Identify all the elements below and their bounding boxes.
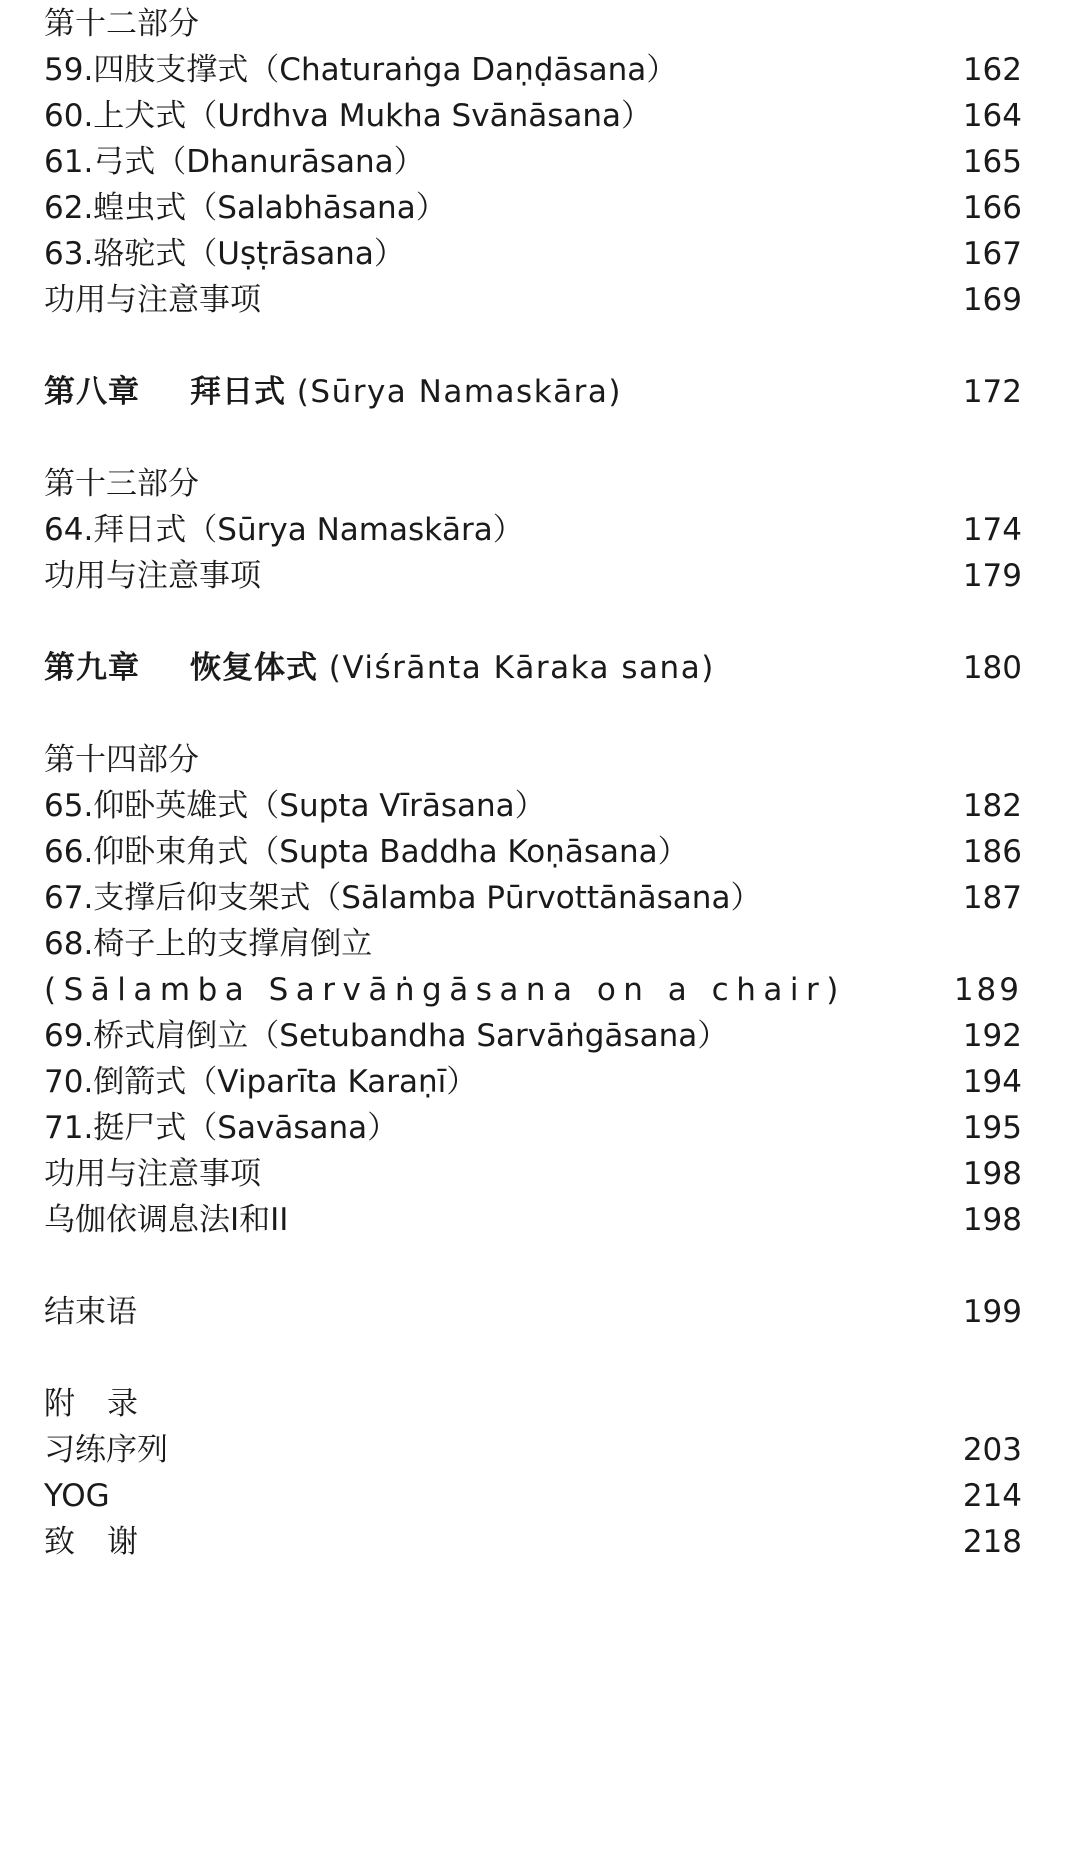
toc-entry-label: 功用与注意事项 xyxy=(44,282,261,318)
toc-entry-part13-notes[interactable] xyxy=(44,552,1022,600)
chapter-8-heading[interactable] xyxy=(44,368,1022,416)
toc-entry-63[interactable] xyxy=(44,230,1022,278)
toc-entry-label: 70.倒箭式（Viparīta Karaṇī） xyxy=(44,1064,478,1100)
toc-entry-part14-notes[interactable] xyxy=(44,1150,1022,1198)
toc-entry-label: 致谢 xyxy=(44,1524,170,1560)
toc-entry-label: 69.桥式肩倒立（Setubandha Sarvāṅgāsana） xyxy=(44,1018,729,1054)
toc-entry-label: 乌伽依调息法I和II xyxy=(44,1202,289,1238)
toc-entry-page: 214 xyxy=(962,1478,1022,1514)
toc-entry-label: 71.挺尸式（Savāsana） xyxy=(44,1110,399,1146)
toc-entry-page: 189 xyxy=(953,972,1022,1008)
toc-entry-page: 198 xyxy=(962,1202,1022,1238)
chapter-title: 拜日式 xyxy=(190,374,286,410)
toc-entry-label: 结束语 xyxy=(44,1294,137,1330)
toc-entry-65[interactable] xyxy=(44,782,1022,830)
chapter-title-en: (Sūrya Namaskāra) xyxy=(296,374,622,410)
section-heading-appendix: 附录 xyxy=(44,1386,170,1422)
toc-entry-acknowledgements[interactable] xyxy=(44,1518,1022,1566)
toc-entry-page: 174 xyxy=(962,512,1022,548)
chapter-title: 恢复体式 xyxy=(190,650,318,686)
toc-entry-closing[interactable] xyxy=(44,1288,1022,1336)
toc-entry-practice-sequences[interactable] xyxy=(44,1426,1022,1474)
chapter-page: 172 xyxy=(962,374,1022,410)
toc-entry-label: 60.上犬式（Urdhva Mukha Svānāsana） xyxy=(44,98,653,134)
toc-entry-label: 62.蝗虫式（Salabhāsana） xyxy=(44,190,447,226)
toc-entry-label: 63.骆驼式（Uṣṭrāsana） xyxy=(44,236,405,272)
toc-entry-page: 169 xyxy=(962,282,1022,318)
toc-entry-part12-notes[interactable] xyxy=(44,276,1022,324)
toc-entry-page: 199 xyxy=(962,1294,1022,1330)
toc-entry-page: 179 xyxy=(962,558,1022,594)
toc-entry-label: 习练序列 xyxy=(44,1432,168,1468)
toc-entry-label: YOG xyxy=(44,1478,110,1514)
toc-entry-label: 59.四肢支撑式（Chaturaṅga Daṇḍāsana） xyxy=(44,52,678,88)
section-heading-part-12: 第十二部分 xyxy=(44,6,199,42)
toc-entry-page: 164 xyxy=(962,98,1022,134)
toc-entry-label: 65.仰卧英雄式（Supta Vīrāsana） xyxy=(44,788,546,824)
toc-entry-60[interactable] xyxy=(44,92,1022,140)
toc-entry-ujjayi[interactable] xyxy=(44,1196,1022,1244)
toc-entry-label: 61.弓式（Dhanurāsana） xyxy=(44,144,425,180)
toc-entry-69[interactable] xyxy=(44,1012,1022,1060)
toc-entry-page: 162 xyxy=(962,52,1022,88)
toc-entry-page: 218 xyxy=(962,1524,1022,1560)
chapter-number: 第八章 xyxy=(44,374,140,410)
toc-entry-page: 198 xyxy=(962,1156,1022,1192)
toc-entry-page: 195 xyxy=(962,1110,1022,1146)
chapter-number: 第九章 xyxy=(44,650,140,686)
toc-entry-label: 功用与注意事项 xyxy=(44,1156,261,1192)
toc-entry-64[interactable] xyxy=(44,506,1022,554)
toc-entry-page: 187 xyxy=(962,880,1022,916)
toc-entry-59[interactable] xyxy=(44,46,1022,94)
toc-entry-62[interactable] xyxy=(44,184,1022,232)
toc-entry-label: (Sālamba Sarvāṅgāsana on a chair) xyxy=(44,972,846,1008)
toc-entry-page: 203 xyxy=(962,1432,1022,1468)
toc-entry-yog[interactable] xyxy=(44,1472,1022,1520)
section-heading-part-13: 第十三部分 xyxy=(44,466,199,502)
toc-entry-68[interactable] xyxy=(44,920,1022,968)
toc-entry-67[interactable] xyxy=(44,874,1022,922)
section-heading-part-14: 第十四部分 xyxy=(44,742,199,778)
toc-entry-page: 182 xyxy=(962,788,1022,824)
toc-entry-page: 186 xyxy=(962,834,1022,870)
toc-entry-68-subtitle[interactable] xyxy=(44,966,1022,1014)
toc-entry-61[interactable] xyxy=(44,138,1022,186)
toc-entry-66[interactable] xyxy=(44,828,1022,876)
toc-entry-page: 194 xyxy=(962,1064,1022,1100)
toc-entry-page: 167 xyxy=(962,236,1022,272)
toc-entry-page: 192 xyxy=(962,1018,1022,1054)
toc-entry-label: 功用与注意事项 xyxy=(44,558,261,594)
chapter-title-en: (Viśrānta Kāraka sana) xyxy=(328,650,715,686)
toc-entry-label: 68.椅子上的支撑肩倒立 xyxy=(44,926,373,962)
toc-entry-page: 165 xyxy=(962,144,1022,180)
chapter-page: 180 xyxy=(962,650,1022,686)
toc-entry-71[interactable] xyxy=(44,1104,1022,1152)
toc-entry-label: 66.仰卧束角式（Supta Baddha Koṇāsana） xyxy=(44,834,689,870)
toc-entry-70[interactable] xyxy=(44,1058,1022,1106)
toc-entry-page: 166 xyxy=(962,190,1022,226)
chapter-9-heading[interactable] xyxy=(44,644,1022,692)
toc-entry-label: 64.拜日式（Sūrya Namaskāra） xyxy=(44,512,524,548)
toc-entry-label: 67.支撑后仰支架式（Sālamba Pūrvottānāsana） xyxy=(44,880,762,916)
